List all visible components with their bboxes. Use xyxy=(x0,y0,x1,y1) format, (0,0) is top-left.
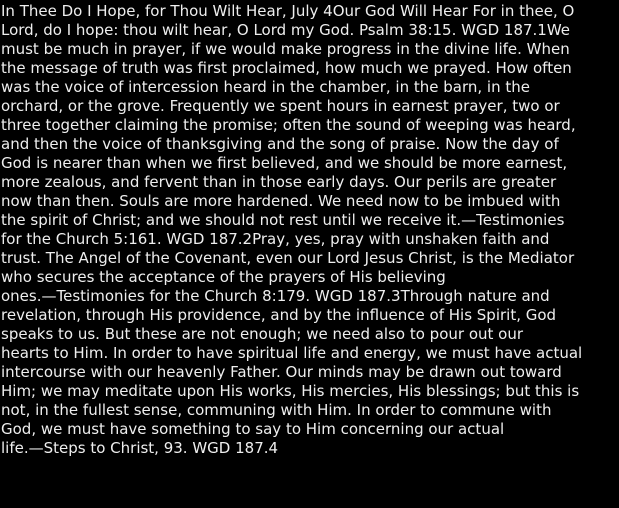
text-line: intercourse with our heavenly Father. Our minds may be drawn out toward xyxy=(1,363,562,381)
text-line: the message of truth was first proclaimed, how much we prayed. How often xyxy=(1,59,572,77)
text-line: life.—Steps to Christ, 93. WGD 187.4 xyxy=(1,439,279,457)
text-line: hearts to Him. In order to have spiritual life and energy, we must have actual xyxy=(1,344,583,362)
text-line: ones.—Testimonies for the Church 8:179. WGD 187.3Through nature and xyxy=(1,287,550,305)
text-line: now than then. Souls are more hardened. We need now to be imbued with xyxy=(1,192,561,210)
text-line: not, in the fullest sense, communing with Him. In order to commune with xyxy=(1,401,552,419)
text-line: God is nearer than when we first believed, and we should be more earnest, xyxy=(1,154,568,172)
text-line: Lord, do I hope: thou wilt hear, O Lord my God. Psalm 38:15. WGD 187.1We xyxy=(1,21,571,39)
text-line: God, we must have something to say to Him concerning our actual xyxy=(1,420,505,438)
text-line: revelation, through His providence, and by the influence of His Spirit, God xyxy=(1,306,557,324)
text-line: for the Church 5:161. WGD 187.2Pray, yes, pray with unshaken faith and xyxy=(1,230,550,248)
text-line: In Thee Do I Hope, for Thou Wilt Hear, July 4Our God Will Hear For in thee, O xyxy=(1,2,575,20)
text-line: Him; we may meditate upon His works, His mercies, His blessings; but this is xyxy=(1,382,580,400)
text-line: more zealous, and fervent than in those early days. Our perils are greater xyxy=(1,173,557,191)
text-line: who secures the acceptance of the prayers of His believing xyxy=(1,268,446,286)
text-line: was the voice of intercession heard in the chamber, in the barn, in the xyxy=(1,78,530,96)
document-text xyxy=(1,2,619,458)
text-line: three together claiming the promise; often the sound of weeping was heard, xyxy=(1,116,576,134)
text-line: the spirit of Christ; and we should not rest until we receive it.—Testimonies xyxy=(1,211,565,229)
text-line: orchard, or the grove. Frequently we spent hours in earnest prayer, two or xyxy=(1,97,560,115)
text-line: must be much in prayer, if we would make progress in the divine life. When xyxy=(1,40,570,58)
text-line: and then the voice of thanksgiving and the song of praise. Now the day of xyxy=(1,135,559,153)
text-line: trust. The Angel of the Covenant, even our Lord Jesus Christ, is the Mediator xyxy=(1,249,575,267)
text-line: speaks to us. But these are not enough; we need also to pour out our xyxy=(1,325,524,343)
